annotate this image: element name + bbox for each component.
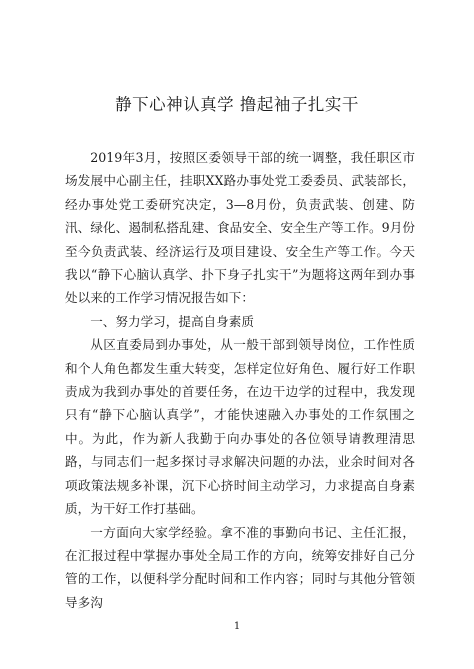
- paragraph: 从区直委局到办事处，从一般干部到领导岗位，工作性质和个人角色都发生重大转变，怎样定位好角色、履行好工作职责成为我到办事处的首要任务，在边干边学的过程中，我发现只有“静下心脑认真学”，才能快速融入办事处的工作氛围之中。为此，作为新人我勤于向办事处的各位领导请教理清思路，与同志们一起多探讨寻求解决问题的办法，业余时间对各项政策法规多补课，沉下心挤时间主动学习，力求提高自身素质，为干好工作打基础。: [65, 337, 415, 517]
- section-heading: 一、努力学习，提高自身素质: [90, 313, 254, 329]
- document-title: 静下心神认真学 撸起袖子扎实干: [115, 95, 359, 114]
- paragraph: 一方面向大家学经验。拿不准的事勤向书记、主任汇报，在汇报过程中掌握办事处全局工作的方向，统筹安排好自己分管的工作，以便科学分配时间和工作内容；同时与其他分管领导多沟: [65, 524, 415, 610]
- page-number: 1: [233, 621, 241, 632]
- paragraph: 2019年3月，按照区委领导干部的统一调整，我任职区市场发展中心副主任，挂职XX路办事处党工委委员、武装部长，经办事处党工委研究决定，3—8月份，负责武装、创建、防汛、绿化、遏制私搭乱建、食品安全、安全生产等工作。9月份至今负责武装、经济运行及项目建设、安全生产等工作。今天我以“静下心脑认真学、扑下身子扎实干”为题将这两年到办事处以来的工作学习情况报告如下：: [65, 150, 415, 306]
- document-body: [65, 146, 415, 614]
